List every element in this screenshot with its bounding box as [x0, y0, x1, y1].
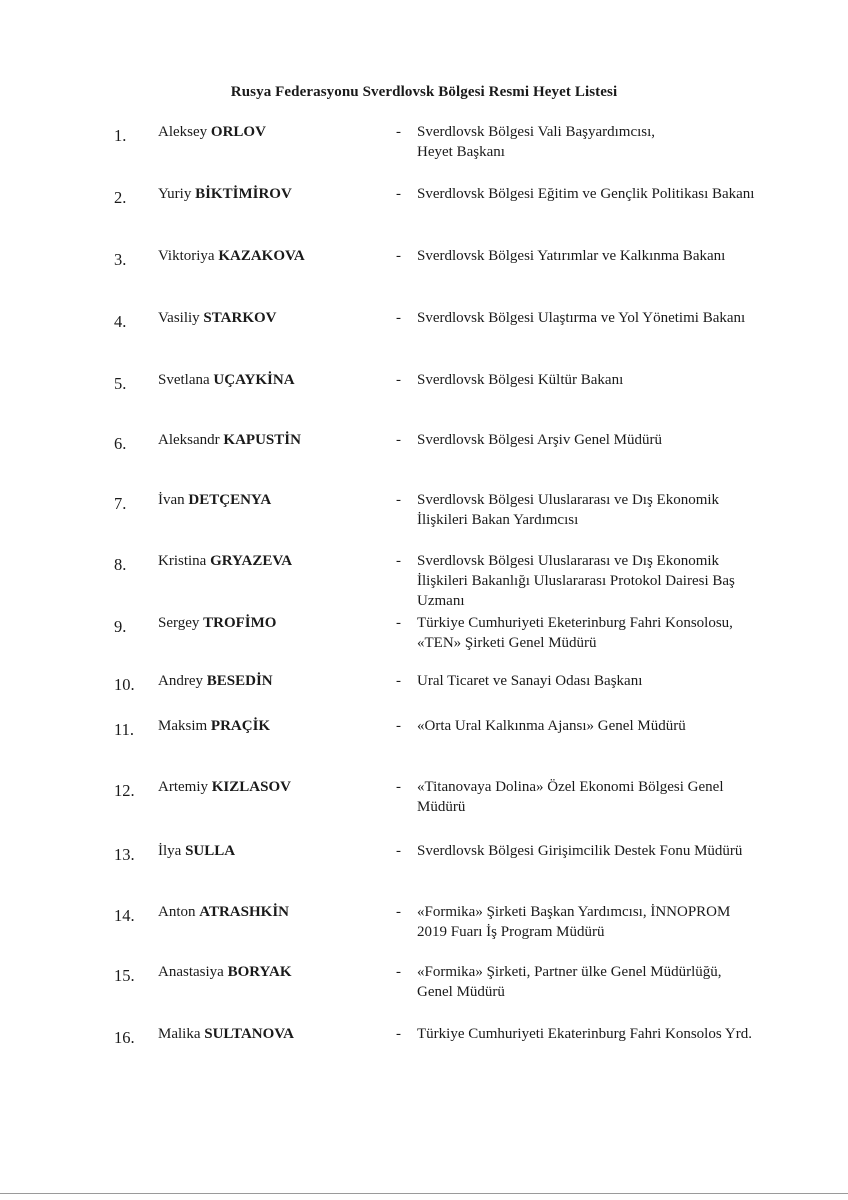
- role-line: «Formika» Şirketi Başkan Yardımcısı, İNNOPROM: [417, 904, 731, 920]
- role-line: Sverdlovsk Bölgesi Girişimcilik Destek Fonu Müdürü: [417, 843, 743, 859]
- entry-name: [158, 551, 292, 571]
- entry-number: 7.: [114, 494, 127, 513]
- entry-role: [417, 490, 792, 530]
- entry-dash: -: [396, 492, 401, 508]
- entry-name: [158, 184, 292, 204]
- entry-role: [417, 716, 792, 736]
- page-bottom-divider: [0, 1193, 848, 1194]
- role-line: Türkiye Cumhuriyeti Ekaterinburg Fahri Konsolos Yrd.: [417, 1026, 752, 1042]
- entry-name: [158, 841, 235, 861]
- entry-number: 6.: [114, 434, 127, 453]
- surname: KAPUSTİN: [223, 432, 301, 448]
- entry-name: [158, 902, 289, 922]
- entry-name: [158, 490, 271, 510]
- entry-role: [417, 308, 792, 328]
- entry-number: 8.: [114, 555, 127, 574]
- surname: BORYAK: [227, 964, 292, 980]
- first-name: Aleksandr: [158, 432, 220, 448]
- entry-name: [158, 671, 273, 691]
- entry-number: 9.: [114, 617, 127, 636]
- first-name: Yuriy: [158, 186, 192, 202]
- role-line: Sverdlovsk Bölgesi Yatırımlar ve Kalkınma Bakanı: [417, 248, 726, 264]
- surname: SULTANOVA: [204, 1026, 295, 1042]
- entry-role: [417, 122, 792, 162]
- role-line: Sverdlovsk Bölgesi Eğitim ve Gençlik Politikası Bakanı: [417, 186, 755, 202]
- role-line: «Formika» Şirketi, Partner ülke Genel Müdürlüğü,: [417, 964, 722, 980]
- entry-name: [158, 246, 305, 266]
- surname: KIZLASOV: [211, 779, 291, 795]
- entry-dash: -: [396, 186, 401, 202]
- surname: BİKTİMİROV: [195, 186, 292, 202]
- first-name: Viktoriya: [158, 248, 215, 264]
- entry-role: [417, 551, 792, 611]
- first-name: Malika: [158, 1026, 201, 1042]
- first-name: Svetlana: [158, 372, 210, 388]
- entry-number: 4.: [114, 312, 127, 331]
- role-line: Sverdlovsk Bölgesi Arşiv Genel Müdürü: [417, 432, 662, 448]
- entry-number: 15.: [114, 966, 135, 985]
- surname: BESEDİN: [206, 673, 273, 689]
- entry-dash: -: [396, 615, 401, 631]
- entry-role: [417, 370, 792, 390]
- role-line: İlişkileri Bakan Yardımcısı: [417, 512, 579, 528]
- entry-number: 3.: [114, 250, 127, 269]
- role-line: Sverdlovsk Bölgesi Vali Başyardımcısı,: [417, 124, 656, 140]
- first-name: Aleksey: [158, 124, 208, 140]
- entry-role: [417, 184, 792, 204]
- surname: PRAÇİK: [210, 718, 271, 734]
- entry-number: 14.: [114, 906, 135, 925]
- role-line: «Titanovaya Dolina» Özel Ekonomi Bölgesi Genel: [417, 779, 724, 795]
- surname: UÇAYKİNA: [213, 372, 295, 388]
- entry-dash: -: [396, 248, 401, 264]
- entry-dash: -: [396, 779, 401, 795]
- first-name: Anastasiya: [158, 964, 224, 980]
- first-name: Vasiliy: [158, 310, 200, 326]
- entry-dash: -: [396, 432, 401, 448]
- entry-number: 2.: [114, 188, 127, 207]
- role-line: Ural Ticaret ve Sanayi Odası Başkanı: [417, 673, 643, 689]
- entry-name: [158, 613, 276, 633]
- entry-number: 16.: [114, 1028, 135, 1047]
- entry-role: [417, 902, 792, 942]
- role-line: Sverdlovsk Bölgesi Uluslararası ve Dış Ekonomik: [417, 553, 720, 569]
- entry-name: [158, 962, 292, 982]
- entry-role: [417, 962, 792, 1002]
- document-title: Rusya Federasyonu Sverdlovsk Bölgesi Resmi Heyet Listesi: [230, 84, 618, 100]
- entry-role: [417, 613, 792, 653]
- entry-number: 10.: [114, 675, 135, 694]
- entry-dash: -: [396, 372, 401, 388]
- first-name: Andrey: [158, 673, 203, 689]
- role-line: Sverdlovsk Bölgesi Kültür Bakanı: [417, 372, 624, 388]
- entry-dash: -: [396, 673, 401, 689]
- entry-number: 11.: [114, 720, 135, 739]
- entry-role: [417, 671, 792, 691]
- first-name: Kristina: [158, 553, 207, 569]
- entry-name: [158, 308, 277, 328]
- entry-role: [417, 777, 792, 817]
- first-name: Artemiy: [158, 779, 208, 795]
- role-line: Müdürü: [417, 799, 466, 815]
- entry-dash: -: [396, 904, 401, 920]
- role-line: «Orta Ural Kalkınma Ajansı» Genel Müdürü: [417, 718, 686, 734]
- entry-role: [417, 430, 792, 450]
- entry-name: [158, 716, 270, 736]
- entry-name: [158, 370, 295, 390]
- surname: STARKOV: [203, 310, 277, 326]
- surname: SULLA: [185, 843, 236, 859]
- role-line: «TEN» Şirketi Genel Müdürü: [417, 635, 597, 651]
- entry-name: [158, 430, 301, 450]
- entry-role: [417, 1024, 792, 1044]
- surname: KAZAKOVA: [218, 248, 305, 264]
- entry-dash: -: [396, 718, 401, 734]
- entry-dash: -: [396, 553, 401, 569]
- role-line: Heyet Başkanı: [417, 144, 505, 160]
- surname: ATRASHKİN: [199, 904, 289, 920]
- surname: DETÇENYA: [188, 492, 272, 508]
- role-line: Uzmanı: [417, 593, 465, 609]
- first-name: İlya: [158, 843, 182, 859]
- entry-dash: -: [396, 964, 401, 980]
- surname: TROFİMO: [203, 615, 277, 631]
- first-name: Anton: [158, 904, 196, 920]
- entry-number: 12.: [114, 781, 135, 800]
- first-name: Sergey: [158, 615, 200, 631]
- entry-dash: -: [396, 843, 401, 859]
- surname: GRYAZEVA: [210, 553, 293, 569]
- entry-dash: -: [396, 124, 401, 140]
- entry-number: 1.: [114, 126, 127, 145]
- first-name: Maksim: [158, 718, 208, 734]
- entry-name: [158, 1024, 294, 1044]
- entry-name: [158, 122, 266, 142]
- role-line: Sverdlovsk Bölgesi Uluslararası ve Dış Ekonomik: [417, 492, 720, 508]
- role-line: 2019 Fuarı İş Program Müdürü: [417, 924, 605, 940]
- first-name: İvan: [158, 492, 185, 508]
- role-line: İlişkileri Bakanlığı Uluslararası Protokol Dairesi Baş: [417, 573, 735, 589]
- entry-number: 13.: [114, 845, 135, 864]
- role-line: Genel Müdürü: [417, 984, 505, 1000]
- entry-dash: -: [396, 310, 401, 326]
- entry-number: 5.: [114, 374, 127, 393]
- entry-role: [417, 246, 792, 266]
- role-line: Türkiye Cumhuriyeti Eketerinburg Fahri Konsolosu,: [417, 615, 733, 631]
- entry-name: [158, 777, 291, 797]
- entry-dash: -: [396, 1026, 401, 1042]
- entry-role: [417, 841, 792, 861]
- role-line: Sverdlovsk Bölgesi Ulaştırma ve Yol Yönetimi Bakanı: [417, 310, 746, 326]
- surname: ORLOV: [210, 124, 266, 140]
